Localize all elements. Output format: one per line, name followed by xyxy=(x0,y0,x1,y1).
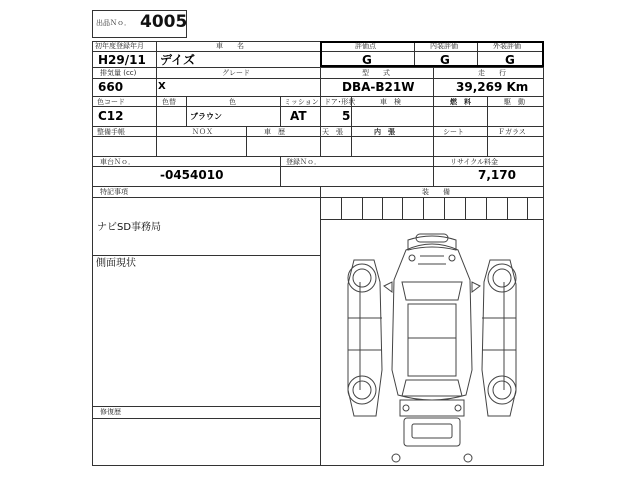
color-change-label: 色替 xyxy=(162,98,176,106)
mission-label: ミッション xyxy=(284,98,319,106)
exterior-score-label: 外装評価 xyxy=(493,42,521,50)
inspection-label: 車 検 xyxy=(380,98,401,106)
seat-label: シート xyxy=(443,128,464,136)
score-label: 評価点 xyxy=(355,42,376,50)
exterior-score-value: G xyxy=(505,53,515,67)
fuel-label: 燃 料 xyxy=(450,98,471,106)
lot-number-label: 出品Ｎｏ． xyxy=(96,19,131,27)
car-body-diagram xyxy=(320,220,544,466)
grade-label: グレード xyxy=(222,69,250,77)
color-code-value: C12 xyxy=(98,109,124,123)
equipment-label: 装 備 xyxy=(422,188,450,196)
model-label: 型 式 xyxy=(362,69,390,77)
color-label: 色 xyxy=(229,98,236,106)
ceiling-label: 天 張 xyxy=(322,128,343,136)
model-code-value: DBA-B21W xyxy=(342,80,415,94)
nox-label: ＮＯＸ xyxy=(192,128,213,136)
first-registration-value: H29/11 xyxy=(98,53,146,67)
mileage-value: 39,269 Km xyxy=(456,80,529,94)
notes-text: ナビSD事務局 xyxy=(97,222,162,233)
displacement-label: 排気量 (cc) xyxy=(100,69,137,77)
car-history-label: 車 歴 xyxy=(264,128,285,136)
color-code-label: 色コード xyxy=(97,98,125,106)
interior-trim-label: 内 張 xyxy=(374,128,395,136)
mileage-label: 走 行 xyxy=(478,69,506,77)
maintenance-book-label: 整備手帳 xyxy=(97,128,125,136)
equipment-checkbox-grid xyxy=(320,197,544,220)
interior-score-value: G xyxy=(440,53,450,67)
notes-label: 特記事項 xyxy=(100,188,128,196)
chassis-number-value: -0454010 xyxy=(160,168,224,182)
drive-label: 駆 動 xyxy=(504,98,525,106)
recycle-fee-label: リサイクル料金 xyxy=(450,158,499,166)
registration-number-label: 登録Ｎｏ． xyxy=(286,158,321,166)
door-shape-label: ドア･形状 xyxy=(324,98,356,106)
lot-number-value: 4005 xyxy=(140,12,188,32)
displacement-value: 660 xyxy=(98,80,124,94)
mission-value: AT xyxy=(290,109,307,123)
color-value: ブラウン xyxy=(190,112,222,121)
car-name-value: デイズ xyxy=(160,53,196,67)
year-label: 初年度登録年月 xyxy=(95,42,144,50)
side-condition-label: 側面現状 xyxy=(96,258,136,269)
car-name-label: 車 名 xyxy=(216,42,244,50)
repair-history-label: 修復歴 xyxy=(100,408,121,416)
interior-score-label: 内装評価 xyxy=(430,42,458,50)
front-glass-label: Ｆガラス xyxy=(498,128,526,136)
grade-value: X xyxy=(158,81,166,92)
door-value: 5 xyxy=(342,109,351,123)
chassis-number-label: 車台Ｎｏ． xyxy=(100,158,135,166)
score-value: G xyxy=(362,53,372,67)
recycle-fee-value: 7,170 xyxy=(478,168,516,182)
